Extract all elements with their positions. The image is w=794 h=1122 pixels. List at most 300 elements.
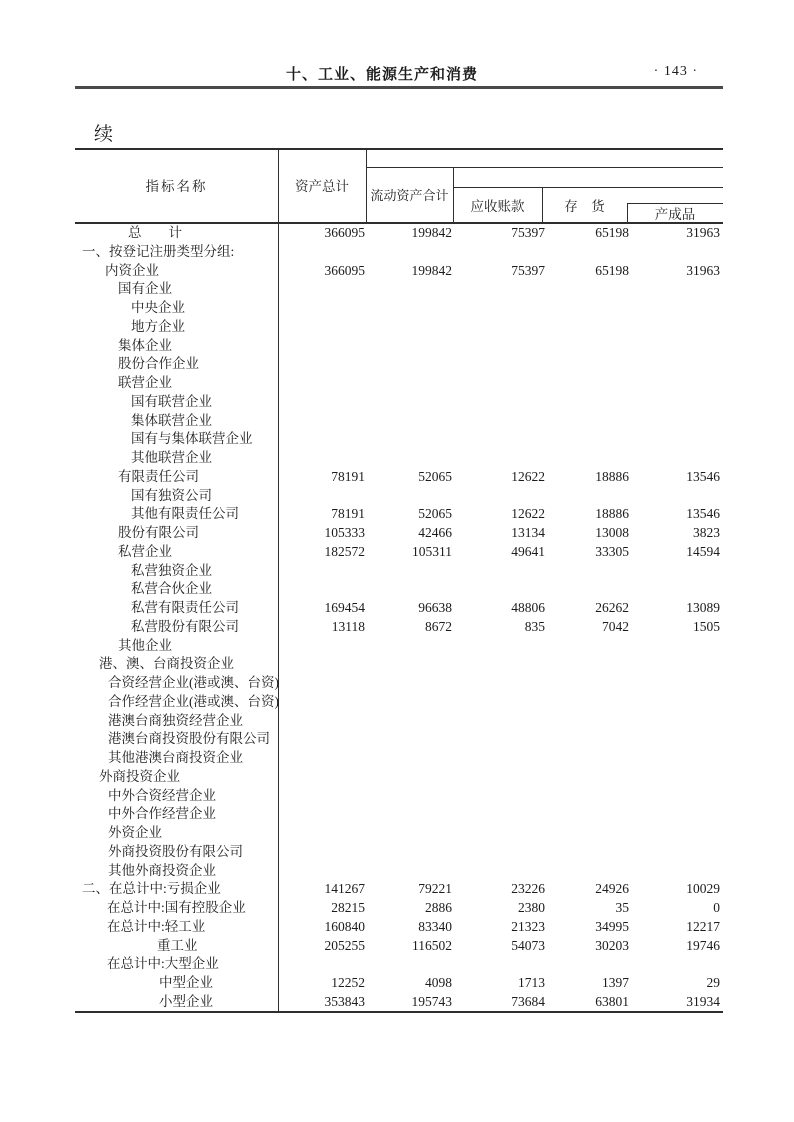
cell-inventory — [545, 243, 629, 262]
table-row — [75, 505, 723, 524]
cell-accounts-receivable — [452, 749, 545, 768]
cell-finished-goods — [629, 487, 720, 506]
cell-current-assets: 2886 — [425, 900, 452, 915]
row-label: 重工业 — [157, 937, 198, 953]
cell-finished-goods — [629, 393, 720, 412]
cell-finished-goods — [629, 655, 720, 674]
cell-inventory — [545, 824, 629, 843]
cell-total-assets — [278, 843, 365, 862]
row-label: 一、按登记注册类型分组: — [82, 243, 235, 259]
header-inventory: 存 货 — [564, 198, 605, 214]
cell-current-assets — [365, 280, 452, 299]
cell-finished-goods: 13546 — [686, 468, 720, 484]
cell-current-assets: 96638 — [418, 600, 452, 615]
row-label: 其他外商投资企业 — [108, 862, 216, 878]
table-row — [75, 468, 723, 487]
cell-accounts-receivable — [452, 955, 545, 974]
cell-inventory: 1397 — [602, 975, 629, 990]
row-label: 集体企业 — [118, 337, 172, 353]
cell-accounts-receivable: 12622 — [511, 468, 545, 484]
cell-inventory — [545, 299, 629, 318]
cell-finished-goods: 31963 — [686, 225, 720, 240]
cell-current-assets — [365, 412, 452, 431]
cell-total-assets: 182572 — [324, 543, 365, 559]
cell-accounts-receivable: 1713 — [518, 975, 545, 990]
cell-inventory: 65198 — [595, 262, 629, 278]
header-current-assets: 流动资产合计 — [370, 188, 449, 203]
cell-inventory — [545, 487, 629, 506]
cell-accounts-receivable — [452, 674, 545, 693]
chapter-title: 十、工业、能源生产和消费 — [285, 66, 479, 83]
cell-total-assets: 169454 — [324, 600, 365, 615]
cell-inventory — [545, 749, 629, 768]
table-row — [75, 543, 723, 562]
row-label: 在总计中:轻工业 — [107, 918, 206, 934]
table-row — [75, 712, 723, 731]
cell-inventory — [545, 787, 629, 806]
cell-accounts-receivable: 54073 — [511, 937, 545, 953]
cell-current-assets: 199842 — [411, 262, 452, 278]
row-label: 国有独资公司 — [131, 487, 212, 503]
cell-accounts-receivable: 2380 — [518, 900, 545, 915]
cell-inventory — [545, 805, 629, 824]
table-row — [75, 599, 723, 618]
table-row — [75, 337, 723, 356]
cell-inventory — [545, 730, 629, 749]
row-label: 其他联营企业 — [131, 450, 212, 465]
continued-label: 续 — [94, 124, 116, 145]
row-label: 港澳台商投资股份有限公司 — [108, 731, 270, 747]
cell-total-assets — [278, 487, 365, 506]
cell-finished-goods — [629, 843, 720, 862]
row-label: 中外合资经营企业 — [108, 787, 216, 803]
cell-finished-goods: 31963 — [686, 262, 720, 278]
cell-total-assets: 78191 — [331, 468, 365, 484]
cell-accounts-receivable — [452, 637, 545, 656]
cell-inventory — [545, 337, 629, 356]
cell-accounts-receivable — [452, 562, 545, 581]
cell-inventory: 30203 — [595, 937, 629, 953]
statistics-table — [75, 148, 723, 1014]
cell-current-assets: 195743 — [411, 993, 452, 1009]
cell-accounts-receivable — [452, 768, 545, 787]
cell-current-assets — [365, 749, 452, 768]
cell-total-assets: 78191 — [331, 506, 365, 522]
cell-total-assets — [278, 655, 365, 674]
table-row — [75, 843, 723, 862]
cell-inventory — [545, 562, 629, 581]
row-label: 股份有限公司 — [118, 525, 199, 540]
cell-finished-goods — [629, 449, 720, 468]
cell-accounts-receivable — [452, 805, 545, 824]
cell-accounts-receivable: 835 — [524, 618, 545, 634]
table-row — [75, 224, 723, 243]
cell-finished-goods — [629, 337, 720, 356]
cell-total-assets — [278, 449, 365, 468]
cell-current-assets — [365, 843, 452, 862]
table-row — [75, 430, 723, 449]
cell-total-assets — [278, 280, 365, 299]
table-row — [75, 412, 723, 431]
cell-inventory — [545, 374, 629, 393]
cell-total-assets — [278, 768, 365, 787]
row-label: 有限责任公司 — [118, 468, 199, 484]
cell-finished-goods — [629, 805, 720, 824]
cell-finished-goods — [629, 730, 720, 749]
cell-total-assets — [278, 243, 365, 262]
cell-accounts-receivable — [452, 299, 545, 318]
cell-current-assets — [365, 430, 452, 449]
cell-inventory — [545, 355, 629, 374]
cell-total-assets: 105333 — [324, 525, 365, 540]
row-label: 小型企业 — [159, 993, 213, 1009]
cell-accounts-receivable — [452, 280, 545, 299]
table-row — [75, 787, 723, 806]
cell-total-assets: 12252 — [331, 975, 365, 990]
cell-finished-goods — [629, 355, 720, 374]
cell-total-assets — [278, 337, 365, 356]
cell-finished-goods — [629, 955, 720, 974]
cell-inventory: 18886 — [595, 468, 629, 484]
cell-inventory: 34995 — [595, 918, 629, 934]
table-row — [75, 374, 723, 393]
cell-current-assets — [365, 824, 452, 843]
cell-current-assets — [365, 318, 452, 337]
row-label: 中型企业 — [159, 975, 213, 990]
cell-inventory — [545, 693, 629, 712]
cell-current-assets: 83340 — [418, 918, 452, 934]
row-label: 国有与集体联营企业 — [131, 431, 253, 447]
page-number: · 143 · — [653, 64, 698, 79]
cell-finished-goods: 29 — [706, 975, 720, 990]
row-label: 地方企业 — [131, 318, 185, 334]
row-label: 港、澳、台商投资企业 — [99, 656, 234, 672]
cell-current-assets — [365, 243, 452, 262]
cell-accounts-receivable — [452, 337, 545, 356]
table-row — [75, 243, 723, 262]
row-label: 外商投资企业 — [99, 768, 180, 784]
cell-total-assets: 205255 — [324, 937, 365, 953]
cell-finished-goods: 13089 — [686, 600, 720, 615]
cell-inventory — [545, 318, 629, 337]
cell-total-assets — [278, 355, 365, 374]
table-row — [75, 355, 723, 374]
row-label: 港澳台商独资经营企业 — [108, 712, 243, 728]
table-row — [75, 880, 723, 899]
table-row — [75, 899, 723, 918]
table-body — [75, 224, 723, 1012]
cell-accounts-receivable — [452, 862, 545, 881]
cell-total-assets — [278, 674, 365, 693]
cell-total-assets: 366095 — [324, 262, 365, 278]
cell-finished-goods — [629, 299, 720, 318]
row-label: 国有联营企业 — [131, 393, 212, 409]
row-label: 其他港澳台商投资企业 — [108, 750, 243, 765]
cell-finished-goods: 10029 — [686, 881, 720, 897]
cell-finished-goods — [629, 749, 720, 768]
cell-finished-goods: 19746 — [686, 937, 720, 953]
cell-accounts-receivable — [452, 712, 545, 731]
cell-total-assets — [278, 805, 365, 824]
cell-inventory — [545, 712, 629, 731]
cell-inventory: 63801 — [595, 993, 629, 1009]
cell-finished-goods: 13546 — [686, 506, 720, 522]
table-row — [75, 955, 723, 974]
cell-current-assets — [365, 955, 452, 974]
cell-total-assets — [278, 824, 365, 843]
cell-current-assets — [365, 562, 452, 581]
cell-finished-goods: 31934 — [686, 993, 720, 1009]
cell-accounts-receivable: 75397 — [511, 225, 545, 240]
table-row — [75, 937, 723, 956]
cell-accounts-receivable: 13134 — [511, 525, 545, 540]
cell-accounts-receivable — [452, 843, 545, 862]
cell-inventory: 33305 — [595, 543, 629, 559]
row-label: 外资企业 — [108, 825, 162, 840]
table-row — [75, 618, 723, 637]
cell-current-assets: 52065 — [418, 506, 452, 522]
cell-inventory: 35 — [615, 900, 629, 915]
table-row — [75, 562, 723, 581]
cell-inventory — [545, 843, 629, 862]
cell-inventory — [545, 674, 629, 693]
row-label: 在总计中:国有控股企业 — [107, 900, 246, 915]
row-label: 中央企业 — [131, 300, 185, 315]
cell-total-assets — [278, 787, 365, 806]
cell-accounts-receivable — [452, 693, 545, 712]
cell-total-assets — [278, 374, 365, 393]
cell-inventory — [545, 637, 629, 656]
row-label: 其他企业 — [118, 637, 172, 653]
table-row — [75, 580, 723, 599]
cell-finished-goods — [629, 824, 720, 843]
cell-finished-goods — [629, 430, 720, 449]
cell-finished-goods — [629, 243, 720, 262]
row-label: 私营有限责任公司 — [131, 600, 239, 615]
row-label: 外商投资股份有限公司 — [108, 843, 243, 859]
table-row — [75, 693, 723, 712]
cell-finished-goods — [629, 562, 720, 581]
cell-total-assets: 353843 — [324, 993, 365, 1009]
header-indicator: 指标名称 — [145, 179, 208, 194]
cell-accounts-receivable — [452, 430, 545, 449]
cell-finished-goods — [629, 712, 720, 731]
cell-inventory — [545, 655, 629, 674]
cell-accounts-receivable: 75397 — [511, 262, 545, 278]
cell-accounts-receivable: 49641 — [511, 543, 545, 559]
table-row — [75, 262, 723, 281]
table-row — [75, 655, 723, 674]
cell-total-assets — [278, 730, 365, 749]
cell-finished-goods — [629, 674, 720, 693]
cell-total-assets — [278, 862, 365, 881]
cell-current-assets: 42466 — [418, 525, 452, 540]
header-accounts-receivable: 应收账款 — [470, 198, 525, 214]
cell-current-assets: 4098 — [425, 975, 452, 990]
row-label: 私营合伙企业 — [131, 581, 212, 597]
table-row — [75, 280, 723, 299]
cell-current-assets: 199842 — [411, 225, 452, 240]
cell-current-assets — [365, 637, 452, 656]
row-label: 股份合作企业 — [118, 356, 199, 372]
cell-accounts-receivable: 23226 — [511, 881, 545, 897]
cell-total-assets — [278, 430, 365, 449]
cell-current-assets — [365, 862, 452, 881]
row-label: 国有企业 — [118, 281, 172, 297]
cell-accounts-receivable — [452, 318, 545, 337]
cell-inventory: 65198 — [595, 225, 629, 240]
cell-current-assets — [365, 693, 452, 712]
cell-current-assets — [365, 655, 452, 674]
row-label: 内资企业 — [105, 262, 159, 278]
cell-accounts-receivable — [452, 730, 545, 749]
table-row — [75, 974, 723, 993]
table-row — [75, 524, 723, 543]
cell-accounts-receivable — [452, 374, 545, 393]
cell-finished-goods — [629, 374, 720, 393]
cell-finished-goods — [629, 412, 720, 431]
cell-inventory: 24926 — [595, 881, 629, 897]
cell-total-assets — [278, 412, 365, 431]
cell-total-assets: 366095 — [324, 225, 365, 240]
row-label: 私营企业 — [118, 543, 172, 559]
cell-accounts-receivable — [452, 355, 545, 374]
cell-total-assets — [278, 749, 365, 768]
cell-accounts-receivable — [452, 655, 545, 674]
cell-current-assets — [365, 487, 452, 506]
cell-current-assets — [365, 805, 452, 824]
row-label: 私营独资企业 — [131, 562, 212, 578]
cell-current-assets — [365, 337, 452, 356]
cell-current-assets — [365, 674, 452, 693]
table-row — [75, 730, 723, 749]
cell-finished-goods: 14594 — [686, 543, 720, 559]
cell-accounts-receivable — [452, 449, 545, 468]
cell-total-assets — [278, 580, 365, 599]
cell-current-assets: 8672 — [425, 618, 452, 634]
table-row — [75, 487, 723, 506]
row-label: 私营股份有限公司 — [131, 618, 239, 634]
cell-current-assets — [365, 787, 452, 806]
cell-current-assets — [365, 712, 452, 731]
cell-current-assets — [365, 355, 452, 374]
cell-accounts-receivable — [452, 487, 545, 506]
cell-finished-goods: 0 — [713, 900, 720, 915]
cell-inventory — [545, 430, 629, 449]
cell-accounts-receivable — [452, 412, 545, 431]
cell-current-assets — [365, 299, 452, 318]
cell-inventory — [545, 280, 629, 299]
cell-inventory: 18886 — [595, 506, 629, 522]
table-row — [75, 674, 723, 693]
cell-current-assets: 116502 — [412, 937, 452, 953]
row-label: 集体联营企业 — [131, 412, 212, 428]
cell-finished-goods: 1505 — [693, 618, 720, 634]
cell-current-assets — [365, 449, 452, 468]
table-row — [75, 749, 723, 768]
cell-total-assets: 13118 — [331, 618, 365, 634]
cell-accounts-receivable: 48806 — [511, 600, 545, 615]
cell-accounts-receivable: 73684 — [511, 993, 545, 1009]
cell-total-assets — [278, 637, 365, 656]
cell-inventory — [545, 449, 629, 468]
table-row — [75, 299, 723, 318]
cell-accounts-receivable — [452, 824, 545, 843]
cell-accounts-receivable — [452, 787, 545, 806]
cell-finished-goods — [629, 580, 720, 599]
cell-total-assets — [278, 562, 365, 581]
cell-inventory — [545, 393, 629, 412]
cell-finished-goods — [629, 637, 720, 656]
row-label: 合资经营企业(港或澳、台资) — [108, 675, 279, 690]
cell-finished-goods: 12217 — [686, 918, 720, 934]
cell-accounts-receivable — [452, 393, 545, 412]
cell-inventory — [545, 412, 629, 431]
row-label: 二、在总计中:亏损企业 — [82, 881, 221, 897]
table-row — [75, 393, 723, 412]
cell-total-assets — [278, 712, 365, 731]
row-label: 总 计 — [128, 225, 182, 240]
cell-current-assets: 52065 — [418, 468, 452, 484]
cell-accounts-receivable: 12622 — [511, 506, 545, 522]
cell-finished-goods: 3823 — [693, 525, 720, 540]
table-row — [75, 318, 723, 337]
row-label: 中外合作经营企业 — [108, 806, 216, 822]
table-row — [75, 862, 723, 881]
cell-inventory — [545, 768, 629, 787]
cell-current-assets: 79221 — [418, 881, 452, 897]
cell-total-assets: 28215 — [331, 900, 365, 915]
cell-inventory — [545, 862, 629, 881]
cell-finished-goods — [629, 787, 720, 806]
running-head-rule — [75, 86, 723, 89]
cell-accounts-receivable — [452, 243, 545, 262]
cell-current-assets — [365, 768, 452, 787]
table-row — [75, 918, 723, 937]
table-row — [75, 824, 723, 843]
cell-current-assets — [365, 374, 452, 393]
row-label: 合作经营企业(港或澳、台资) — [108, 693, 279, 709]
cell-current-assets — [365, 730, 452, 749]
cell-current-assets — [365, 393, 452, 412]
cell-finished-goods — [629, 862, 720, 881]
table-row — [75, 449, 723, 468]
cell-inventory: 7042 — [602, 618, 629, 634]
cell-accounts-receivable — [452, 580, 545, 599]
cell-finished-goods — [629, 768, 720, 787]
table-row — [75, 637, 723, 656]
cell-inventory: 13008 — [595, 525, 629, 540]
cell-finished-goods — [629, 318, 720, 337]
row-label: 在总计中:大型企业 — [107, 956, 219, 972]
row-label: 联营企业 — [118, 375, 172, 390]
header-finished-goods: 产成品 — [654, 206, 696, 222]
table-row — [75, 993, 723, 1012]
table-row — [75, 805, 723, 824]
cell-total-assets — [278, 318, 365, 337]
header-total-assets: 资产总计 — [295, 179, 349, 194]
cell-inventory — [545, 580, 629, 599]
table-row — [75, 768, 723, 787]
cell-inventory — [545, 955, 629, 974]
cell-current-assets — [365, 580, 452, 599]
cell-finished-goods — [629, 280, 720, 299]
cell-total-assets — [278, 693, 365, 712]
cell-total-assets: 160840 — [324, 918, 365, 934]
row-label: 其他有限责任公司 — [131, 506, 239, 522]
cell-total-assets — [278, 955, 365, 974]
cell-total-assets: 141267 — [324, 881, 365, 897]
